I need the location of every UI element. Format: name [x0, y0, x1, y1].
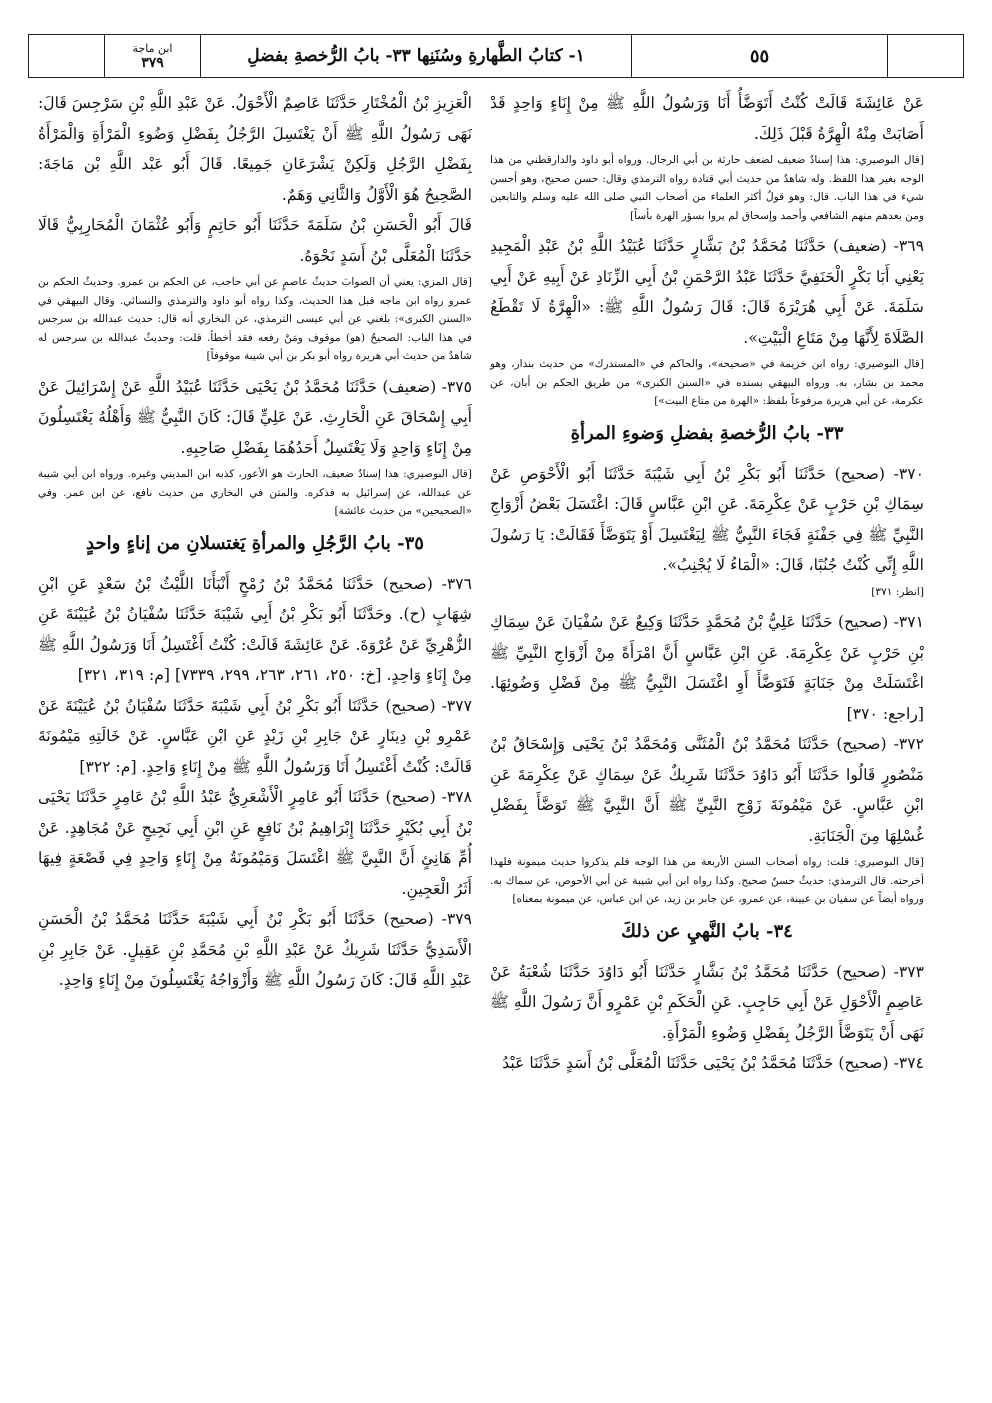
header-empty-left [29, 35, 105, 77]
right-chapter-heading: ٣٣- بابُ الرُّخصةِ بفضلِ وَضوءِ المرأةِ [570, 422, 844, 444]
right-hadith-text: ٣٧٢- (صحيح) حَدَّثَنَا مُحَمَّدُ بْنُ الْمُثَنَّى وَمُحَمَّدُ بْنُ يَحْيَى وَإِسْحَاقُ بْنُ مَنْصُورٍ قَالُوا حَدَّثَنَا أَبُو دَاوُدَ حَدَّثَنَا شَرِيكٌ عَنْ سِمَاكٍ عَنْ عِكْرِمَةَ عَنِ ابْنِ عَبَّاسٍ. عَنْ مَيْمُونَةَ زَوْجِ النَّبِيِّ ﷺ أَنَّ النَّبِيَّ ﷺ تَوَضَّأَ بِفَضْلِ غُسْلِهَا مِنَ الْجَنَابَةِ. [490, 735, 924, 845]
header-empty-right [888, 35, 963, 77]
right-chapter-heading: ٣٤- بابُ النَّهيِ عن ذلكَ [621, 920, 793, 942]
left-hadith-text: ٣٧٦- (صحيح) حَدَّثَنَا مُحَمَّدُ بْنُ رُمْحٍ أَنْبَأَنَا اللَّيْثُ بْنُ سَعْدٍ عَنِ ابْنِ شِهَابٍ (ح). وحَدَّثَنَا أَبُو بَكْرِ بْنُ أَبِي شَيْبَةَ حَدَّثَنَا سُفْيَانُ بْنُ عُيَيْنَةَ عَنِ الزُّهْرِيِّ عَنْ عُرْوَةَ. عَنْ عَائِشَةَ قَالَتْ: كُنْتُ أَغْتَسِلُ أَنَا وَرَسُولُ اللَّهِ ﷺ مِنْ إِنَاءٍ وَاحِدٍ. [خ: ٢٥٠، ٢٦١، ٢٦٣، ٢٩٩، ٧٣٣٩] [م: ٣١٩، ٣٢١] [38, 574, 472, 684]
running-title: ١- كتابُ الطَّهارةِ وسُنَنِها ٣٣- بابُ الرُّخصةِ بفضلِ [201, 35, 632, 77]
left-column [38, 88, 472, 996]
left-hadith-text: الْعَزِيزِ بْنُ الْمُخْتَارِ حَدَّثَنَا عَاصِمٌ الْأَحْوَلُ. عَنْ عَبْدِ اللَّهِ بْنِ سَرْجِسَ قَالَ: نَهَى رَسُولُ اللَّهِ ﷺ أَنْ يَغْتَسِلَ الرَّجُلُ بِفَضْلِ وَضُوءِ الْمَرْأَةِ وَالْمَرْأَةُ بِفَضْلِ الرَّجُلِ وَلَكِنْ يَشْرَعَانِ جَمِيعًا. قَالَ أَبُو عَبْد اللَّهِ بْن مَاجَةَ: الصَّحِيحُ هُوَ الْأَوَّلُ وَالثَّانِي وَهَمٌ. [38, 94, 472, 204]
left-chapter-heading: ٣٥- بابُ الرَّجُلِ والمرأةِ يَغتسلانِ من إناءٍ واحدٍ [86, 532, 424, 554]
left-hadith-text: ٣٧٧- (صحيح) حَدَّثَنَا أَبُو بَكْرِ بْنُ أَبِي شَيْبَةَ حَدَّثَنَا سُفْيَانُ بْنُ عُيَيْنَةَ عَنْ عَمْرِو بْنِ دِينَارٍ عَنْ جَابِرِ بْنِ زَيْدٍ عَنِ ابْنِ عَبَّاسٍ. عَنْ خَالَتِهِ مَيْمُونَةَ قَالَتْ: كُنْتُ أَغْتَسِلُ أَنَا وَرَسُولُ اللَّهِ ﷺ مِنْ إِنَاءٍ وَاحِدٍ. [م: ٣٢٢] [38, 696, 472, 776]
right-footnote: [قال البوصيري: قلت: رواه أصحاب السنن الأربعة من هذا الوجه فلم يذكروا حديث ميمونة فلهذا أخرجته. قال الترمذي: حديثٌ حسنٌ صحيح. وكذا رواه ابن أبي شيبة عن أبي الأحوص، عن سماك به. ورواه أيضاً عن سفيان بن عيينة، عن عمرو، عن جابر بن زيد، عن ابن عباس، عن ميمونة بمعناه] [490, 856, 924, 905]
right-hadith-text: ٣٧٤- (صحيح) حَدَّثَنَا مُحَمَّدُ بْنُ يَحْيَى حَدَّثَنَا الْمُعَلَّى بْنُ أَسَدٍ حَدَّثَنَا عَبْدُ [502, 1054, 924, 1072]
left-footnote: [قال البوصيري: هذا إسنادٌ ضعيف، الحارث هو الأعور، كذبه ابن المديني وغيره. ورواه ابن أبي شيبة عن عبدالله، عن إسرائيل به فذكره. والمتن في البخاري من حديث نافع، عن ابن عمر. وفي «الصحيحين» من حديث عائشة] [38, 468, 472, 517]
left-hadith-text: ٣٧٨- (صحيح) حَدَّثَنَا أَبُو عَامِرٍ الْأَشْعَرِيُّ عَبْدُ اللَّهِ بْنُ عَامِرٍ حَدَّثَنَا يَحْيَى بْنُ أَبِي بُكَيْرٍ حَدَّثَنَا إِبْرَاهِيمُ بْنُ نَافِعٍ عَنِ ابْنِ أَبِي نَجِيحٍ عَنْ مُجَاهِدٍ. عَنْ أُمِّ هَانِئٍ أَنَّ النَّبِيَّ ﷺ اغْتَسَلَ وَمَيْمُونَةُ مِنْ إِنَاءٍ وَاحِدٍ فِي قَصْعَةٍ فِيهَا أَثَرُ الْعَجِينِ. [38, 788, 472, 898]
right-hadith-text: ٣٧١- (صحيح) حَدَّثَنَا عَلِيُّ بْنُ مُحَمَّدٍ حَدَّثَنَا وَكِيعٌ عَنْ سُفْيَانَ عَنْ سِمَاكِ بْنِ حَرْبٍ عَنْ عِكْرِمَةَ. عَنِ ابْنِ عَبَّاسٍ أَنَّ امْرَأَةً مِنْ أَزْوَاجِ النَّبِيِّ ﷺ اغْتَسَلَتْ مِنْ جَنَابَةٍ فَتَوَضَّأَ أَوِ اغْتَسَلَ النَّبِيُّ ﷺ مِنْ فَضْلِ وَضُوئِهَا. [راجع: ٣٧٠] [490, 613, 924, 723]
left-footnote: [قال المزي: يعني أن الصوابَ حديثُ عاصمٍ عن أبي حاجب، عن الحكم بن عمرو. وحديثُ الحكم بن عمرو رواه ابن ماجه قبل هذا الحديث، وكذا رواه أبو داود والترمذي والنسائي. وقال البيهقي في «السنن الكبرى»: بلغني عن أبي عيسى الترمذي، عن البخاري أنه قال: حديث عبدالله بن سرجس في هذا الباب: الصحيحُ (هو) موقوف ومَنْ رفعه فقد أخطأ. قلت: وحديثُ عبدالله بن سرجس له شاهدٌ من حديث أبي هريرة رواه أبو بكر بن أبي شيبة موقوفاً] [38, 276, 472, 362]
right-hadith-text: ٣٧٣- (صحيح) حَدَّثَنَا مُحَمَّدُ بْنُ بَشَّارٍ حَدَّثَنَا أَبُو دَاوُدَ حَدَّثَنَا شُعْبَةُ عَنْ عَاصِمٍ الْأَحْوَلِ عَنْ أَبِي حَاجِبٍ. عَنِ الْحَكَمِ بْنِ عَمْرٍو أَنَّ رَسُولَ اللَّهِ ﷺ نَهَى أَنْ يَتَوَضَّأَ الرَّجُلُ بِفَضْلِ وَضُوءِ الْمَرْأَةِ. [490, 962, 924, 1042]
right-hadith-text: عَنْ عَائِشَةَ قَالَتْ كُنْتُ أَتَوَضَّأُ أَنَا وَرَسُولُ اللَّهِ ﷺ مِنْ إِنَاءٍ وَاحِدٍ قَدْ أَصَابَتْ مِنْهُ الْهِرَّةُ قَبْلَ ذَلِكَ. [490, 94, 924, 143]
left-hadith-text: ٣٧٩- (صحيح) حَدَّثَنَا أَبُو بَكْرِ بْنُ أَبِي شَيْبَةَ حَدَّثَنَا مُحَمَّدُ بْنُ الْحَسَنِ الْأَسَدِيُّ حَدَّثَنَا شَرِيكٌ عَنْ عَبْدِ اللَّهِ بْنِ مُحَمَّدِ بْنِ عَقِيلٍ. عَنْ جَابِرِ بْنِ عَبْدِ اللَّهِ قَالَ: كَانَ رَسُولُ اللَّهِ ﷺ وَأَزْوَاجُهُ يَغْتَسِلُونَ مِنْ إِنَاءٍ وَاحِدٍ. [38, 910, 472, 989]
right-hadith-text: ٣٧٠- (صحيح) حَدَّثَنَا أَبُو بَكْرِ بْنُ أَبِي شَيْبَةَ حَدَّثَنَا أَبُو الْأَحْوَصِ عَنْ سِمَاكِ بْنِ حَرْبٍ عَنْ عِكْرِمَةَ. عَنِ ابْنِ عَبَّاسٍ قَالَ: اغْتَسَلَ بَعْضُ أَزْوَاجِ النَّبِيِّ ﷺ فِي جَفْنَةٍ فَجَاءَ النَّبِيُّ ﷺ لِيَغْتَسِلَ أَوْ يَتَوَضَّأَ فَقَالَتْ: يَا رَسُولَ اللَّهِ إِنِّي كُنْتُ جُنُبًا، قَالَ: «الْمَاءُ لَا يُجْنِبُ». [490, 464, 924, 574]
right-footnote: [قال البوصيري: هذا إسنادٌ ضعيف لضعف حارثة بن أبي الرجال. ورواه أبو داود والدارقطني من هذا الوجه بغير هذا اللفظ. وله شاهدٌ من حديث أبي قتادة رواه الترمذي وقال: حسن صحيح، وهو أحسن شيء في هذا الباب. قال: وهو قولُ أكثر العلماء من أصحاب النبي صلى الله عليه وسلم والتابعين ومن بعدهم منهم الشافعي وأحمد وإسحاق لم يروا بسؤر الهرة بأساً] [490, 154, 924, 222]
book-name: ابن ماجة [132, 42, 173, 55]
right-footnote: [انظر: ٣٧١] [871, 585, 924, 598]
right-hadith-text: ٣٦٩- (ضعيف) حَدَّثَنَا مُحَمَّدُ بْنُ بَشَّارٍ حَدَّثَنَا عُبَيْدُ اللَّهِ بْنُ عَبْدِ الْمَجِيدِ يَعْنِي أَبَا بَكْرٍ الْحَنَفِيَّ حَدَّثَنَا عَبْدُ الرَّحْمَنِ بْنُ أَبِي الزِّنَادِ عَنْ أَبِيهِ عَنْ أَبِي سَلَمَةَ. عَنْ أَبِي هُرَيْرَةَ قَالَ: قَالَ رَسُولُ اللَّهِ ﷺ: «الْهِرَّةُ لَا تَقْطَعُ الصَّلَاةَ لِأَنَّهَا مِنْ مَتَاعِ الْبَيْتِ». [490, 237, 924, 347]
left-hadith-text: قَالَ أَبُو الْحَسَنِ بْنُ سَلَمَةَ حَدَّثَنَا أَبُو حَاتِمٍ وَأَبُو عُثْمَانَ الْمُحَارِبِيُّ قَالَا حَدَّثَنَا الْمُعَلَّى بْنُ أَسَدٍ نَحْوَهُ. [38, 216, 472, 265]
right-column [490, 88, 924, 1079]
book-page-number: ٣٧٩ [141, 55, 164, 71]
page-header [28, 34, 964, 78]
left-hadith-text: ٣٧٥- (ضعيف) حَدَّثَنَا مُحَمَّدُ بْنُ يَحْيَى حَدَّثَنَا عُبَيْدُ اللَّهِ عَنْ إِسْرَائِيلَ عَنْ أَبِي إِسْحَاقَ عَنِ الْحَارِثِ. عَنْ عَلِيٍّ قَالَ: كَانَ النَّبِيُّ ﷺ وَأَهْلُهُ يَغْتَسِلُونَ مِنْ إِنَاءٍ وَاحِدٍ وَلَا يَغْتَسِلُ أَحَدُهُمَا بِفَضْلِ صَاحِبِهِ. [38, 377, 472, 457]
header-book-reference [105, 35, 201, 77]
right-footnote: [قال البوصيري: رواه ابن خزيمة في «صحيحه»، والحاكم في «المستدرك» من حديث بندار، وهو محمد بن بشار، به. ورواه البيهقي بسنده في «السنن الكبرى» من طريق الحكم بن أبان، عن عكرمة، عن أبي هريرة مرفوعاً بلفظ: «الهرة من متاع البيت»] [490, 358, 924, 407]
page-number: ٥٥ [632, 35, 888, 77]
